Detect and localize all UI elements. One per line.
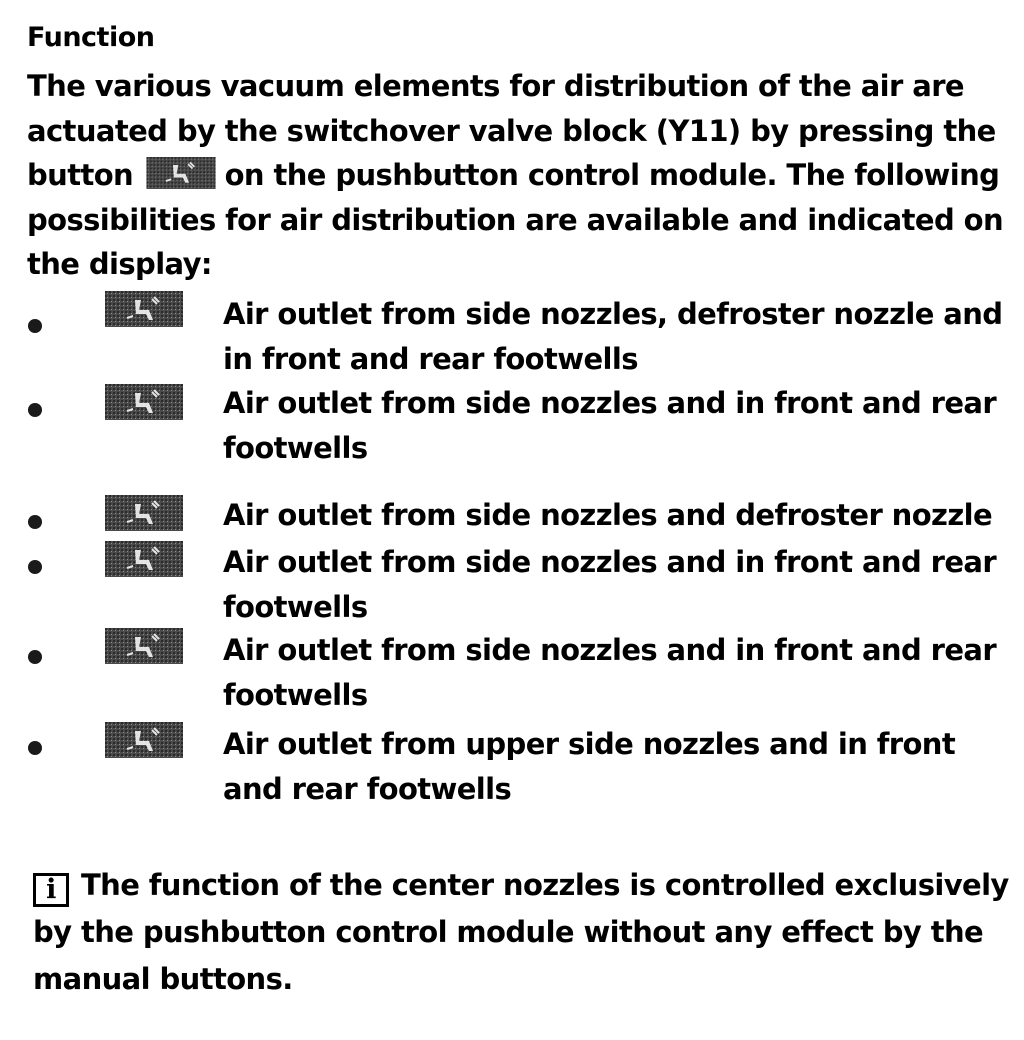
air-distribution-icon — [105, 541, 183, 577]
intro-text-end: on the pushbutton control module. The following possibilities for air distribution are available and indicated on the display: — [27, 158, 1004, 281]
intro-paragraph — [27, 64, 1017, 287]
list-item-text: Air outlet from side nozzles, defroster nozzle and in front and rear footwells — [223, 297, 1003, 376]
list-item-text: Air outlet from upper side nozzles and in front and rear footwells — [223, 727, 956, 806]
section-heading: Function — [27, 22, 155, 53]
air-distribution-icon — [105, 384, 183, 420]
air-distribution-button-icon — [143, 157, 219, 189]
info-note-text: The function of the center nozzles is controlled exclusively by the pushbutton control module without any effect by the manual buttons. — [33, 868, 1009, 996]
list-item-text: Air outlet from side nozzles and in front and rear footwells — [223, 545, 997, 624]
bullet-icon — [28, 403, 42, 417]
air-distribution-icon — [105, 495, 183, 531]
bullet-icon — [28, 319, 42, 333]
air-distribution-icon — [105, 628, 183, 664]
intro-text-start: The various vacuum elements for distribution of the air are actuated by the switchover valve block (Y11) by pressing the button — [27, 69, 996, 192]
air-distribution-icon — [105, 722, 183, 758]
bullet-icon — [28, 741, 42, 755]
bullet-icon — [28, 560, 42, 574]
list-item-text: Air outlet from side nozzles and in front and rear footwells — [223, 386, 997, 465]
list-item-text: Air outlet from side nozzles and in front and rear footwells — [223, 633, 997, 712]
list-item-text: Air outlet from side nozzles and defroster nozzle — [223, 498, 993, 532]
air-distribution-icon — [105, 291, 183, 327]
bullet-icon — [28, 515, 42, 529]
info-icon: i — [33, 873, 69, 907]
bullet-icon — [28, 650, 42, 664]
info-note — [33, 862, 1023, 1003]
